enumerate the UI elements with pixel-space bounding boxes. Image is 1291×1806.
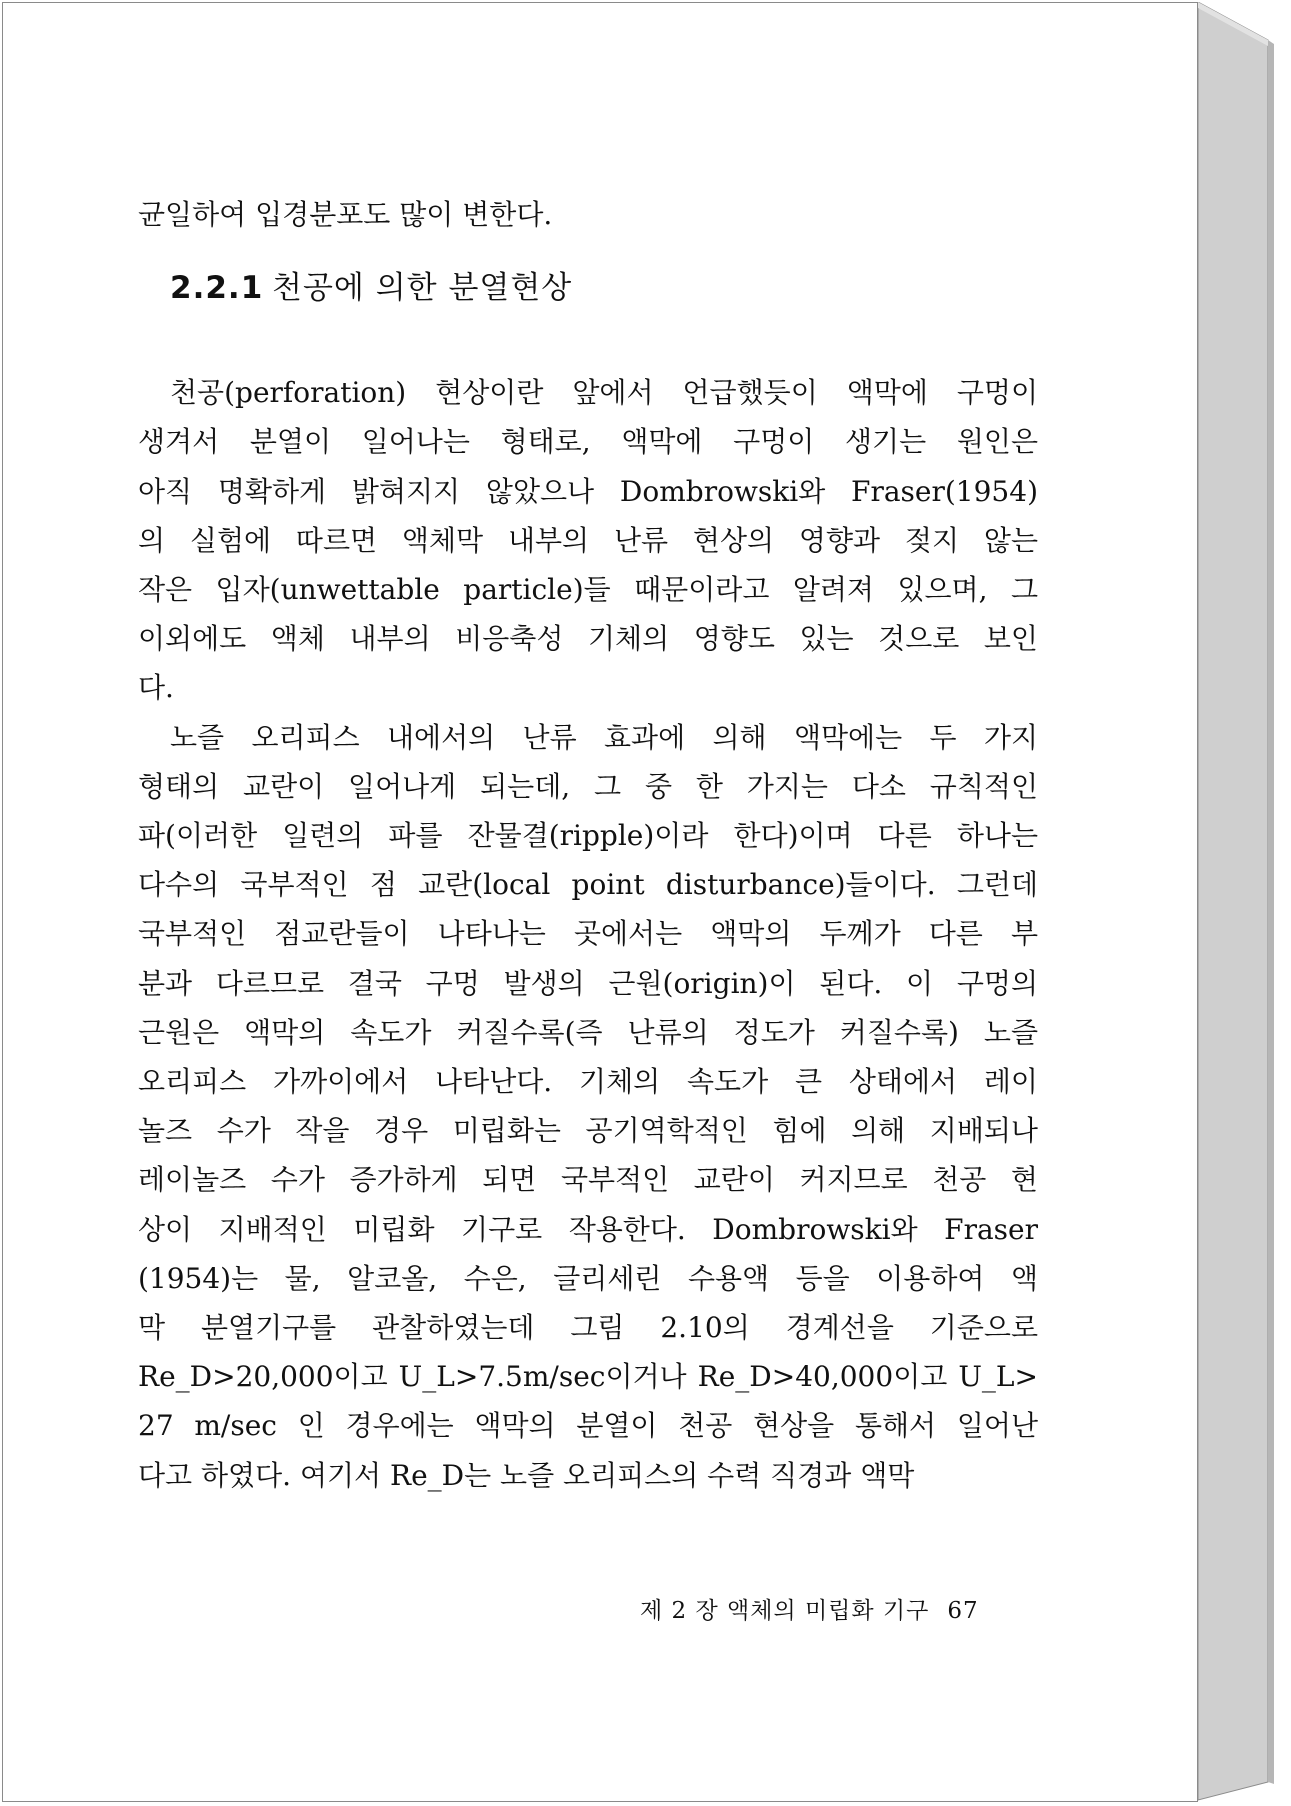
- paragraph-1: [138, 368, 1038, 712]
- paragraph-line: 레이놀즈 수가 증가하게 되면 국부적인 교란이 커지므로 천공 현: [138, 1163, 1038, 1197]
- paragraph-line: 분과 다르므로 결국 구멍 발생의 근원(origin)이 된다. 이 구멍의: [138, 966, 1038, 1000]
- paragraph-line: 의 실험에 따르면 액체막 내부의 난류 현상의 영향과 젖지 않는: [138, 523, 1038, 557]
- paragraph-2: [138, 713, 1038, 1500]
- paragraph-line: 27 m/sec 인 경우에는 액막의 분열이 천공 현상을 통해서 일어난: [138, 1409, 1038, 1443]
- paragraph-line: 오리피스 가까이에서 나타난다. 기체의 속도가 큰 상태에서 레이: [138, 1065, 1038, 1099]
- paragraph-line: 다고 하였다. 여기서 Re_D는 노즐 오리피스의 수력 직경과 액막: [138, 1458, 915, 1492]
- page-number: 67: [947, 1598, 979, 1624]
- section-title: 천공에 의한 분열현상: [272, 270, 573, 307]
- paragraph-line: 다수의 국부적인 점 교란(local point disturbance)들이다. 그런데: [138, 868, 1038, 902]
- paragraph-line: (1954)는 물, 알코올, 수은, 글리세린 수용액 등을 이용하여 액: [138, 1261, 1038, 1295]
- paragraph-line: 생겨서 분열이 일어나는 형태로, 액막에 구멍이 생기는 원인은: [138, 425, 1038, 459]
- intro-line: 균일하여 입경분포도 많이 변한다.: [138, 198, 553, 231]
- page-content: [138, 190, 1038, 1500]
- paragraph-line: 막 분열기구를 관찰하였는데 그림 2.10의 경계선을 기준으로: [138, 1311, 1038, 1345]
- paragraph-line: 국부적인 점교란들이 나타나는 곳에서는 액막의 두께가 다른 부: [138, 917, 1038, 951]
- section-heading: [170, 266, 1038, 310]
- book-page-edge: [1198, 2, 1288, 1802]
- paragraph-line: 작은 입자(unwettable particle)들 때문이라고 알려져 있으며, 그: [138, 573, 1038, 607]
- paragraph-line: 근원은 액막의 속도가 커질수록(즉 난류의 정도가 커질수록) 노즐: [138, 1015, 1038, 1049]
- paragraph-line: 노즐 오리피스 내에서의 난류 효과에 의해 액막에는 두 가지: [170, 720, 1038, 754]
- paragraph-line: 다.: [138, 671, 174, 705]
- paragraph-line: 파(이러한 일련의 파를 잔물결(ripple)이라 한다)이며 다른 하나는: [138, 819, 1038, 853]
- paragraph-line: 이외에도 액체 내부의 비응축성 기체의 영향도 있는 것으로 보인: [138, 622, 1038, 656]
- paragraph-line: 아직 명확하게 밝혀지지 않았으나 Dombrowski와 Fraser(1954): [138, 474, 1038, 508]
- page-footer: [640, 1596, 979, 1626]
- paragraph-line: 천공(perforation) 현상이란 앞에서 언급했듯이 액막에 구멍이: [170, 376, 1038, 410]
- paragraph-line: 상이 지배적인 미립화 기구로 작용한다. Dombrowski와 Fraser: [138, 1212, 1038, 1246]
- section-number: 2.2.1: [170, 270, 264, 307]
- paragraph-line: 놀즈 수가 작을 경우 미립화는 공기역학적인 힘에 의해 지배되나: [138, 1114, 1038, 1148]
- running-footer-chapter: 제 2 장 액체의 미립화 기구: [640, 1598, 930, 1624]
- paragraph-line: 형태의 교란이 일어나게 되는데, 그 중 한 가지는 다소 규칙적인: [138, 769, 1038, 803]
- paragraph-line: Re_D>20,000이고 U_L>7.5m/sec이거나 Re_D>40,000이고 U_L>: [138, 1360, 1038, 1394]
